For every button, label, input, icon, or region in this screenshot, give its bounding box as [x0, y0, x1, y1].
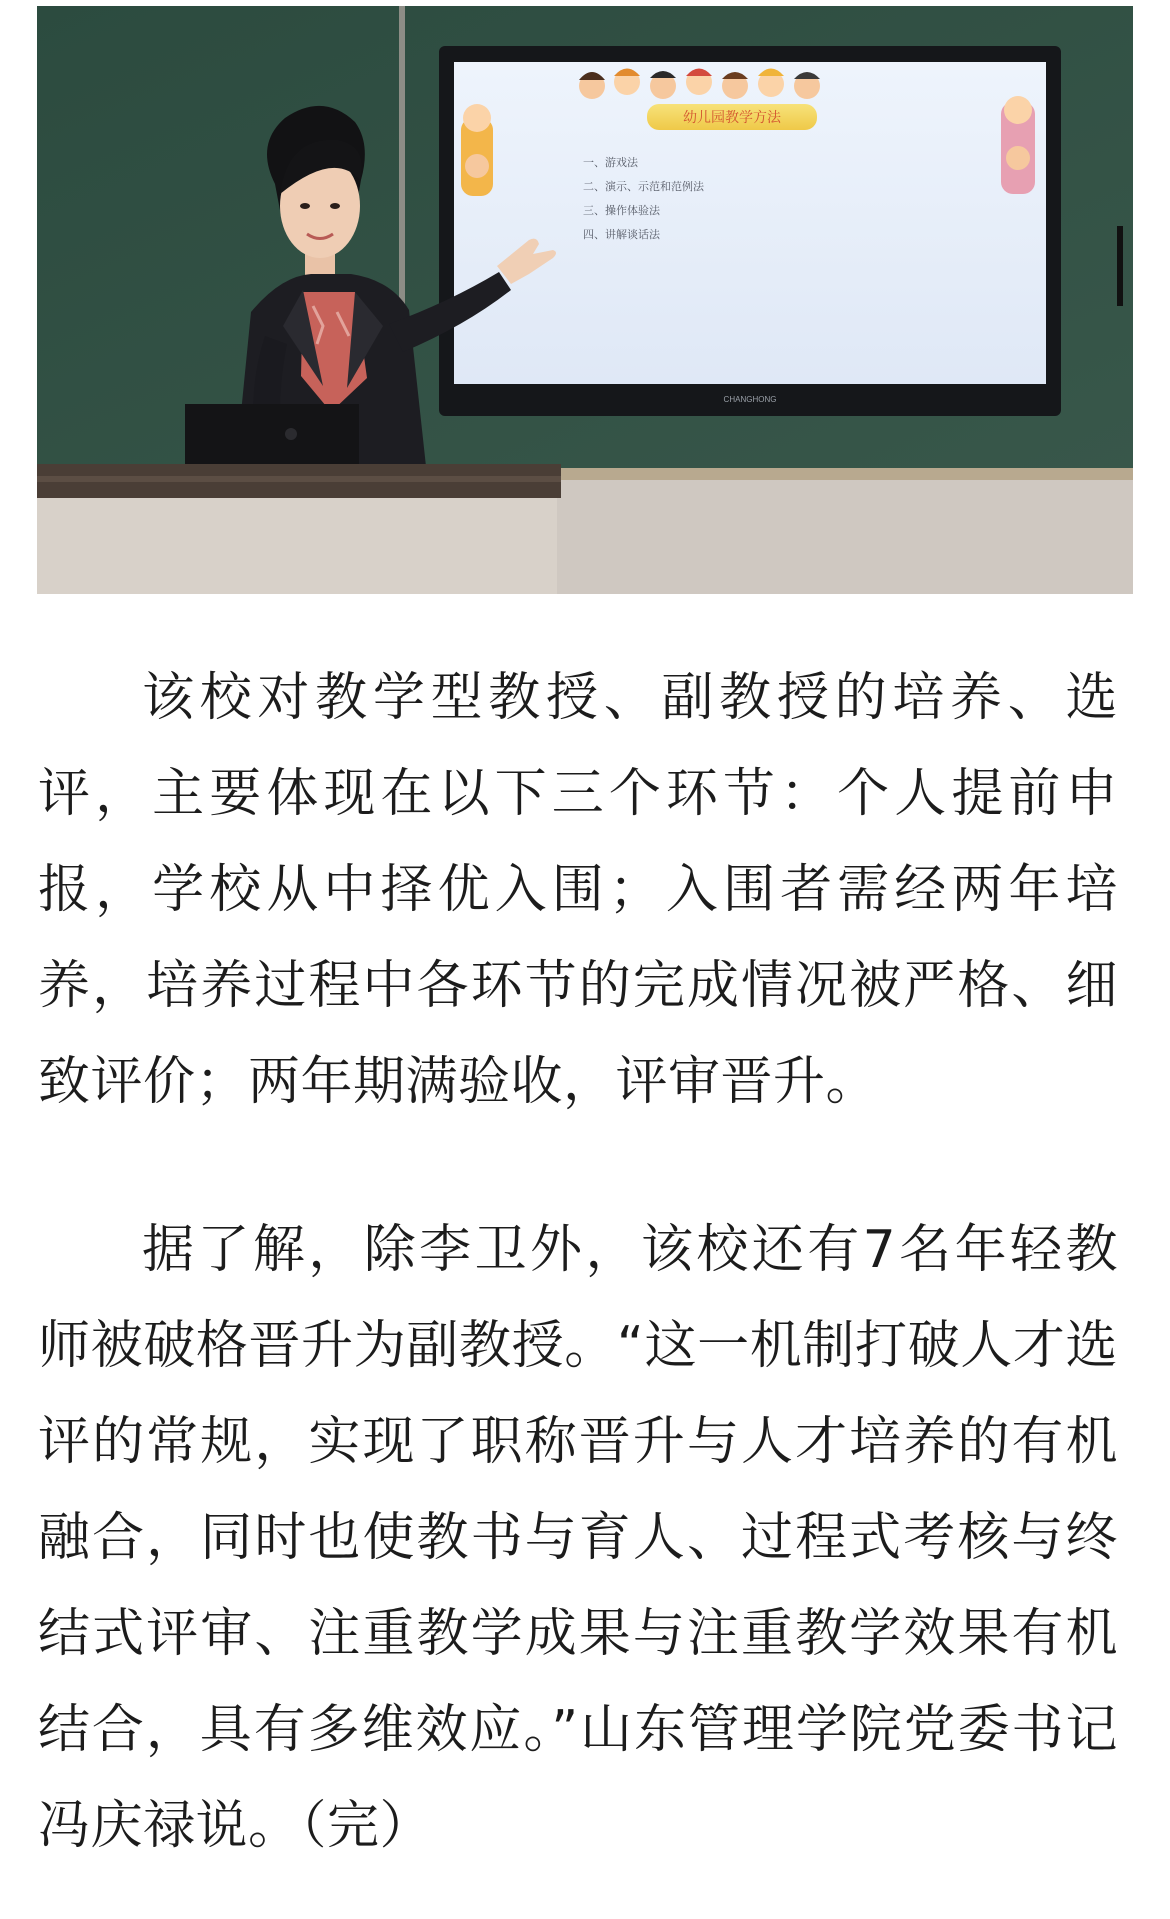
slide-item-3: 三、操作体验法 [583, 204, 660, 217]
article-body [38, 650, 1118, 1874]
tv-brand-label: CHANGHONG [723, 395, 777, 404]
classroom-photo [37, 6, 1133, 594]
article-paragraph-2: 据了解，除李卫外，该校还有7名年轻教师被破格晋升为副教授。“这一机制打破人才选评的常规，实现了职称晋升与人才培养的有机融合，同时也使教书与育人、过程式考核与终结式评审、注重教学成果与注重教学效果有机结合，具有多维效应。”山东管理学院党委书记冯庆禄说。（完） [38, 1220, 1118, 1856]
classroom-photo-illustration [37, 6, 1133, 594]
slide-title: 幼儿园教学方法 [683, 110, 781, 126]
article-paragraph-1: 该校对教学型教授、副教授的培养、选评，主要体现在以下三个环节：个人提前申报，学校从中择优入围；入围者需经两年培养，培养过程中各环节的完成情况被严格、细致评价；两年期满验收，评审晋升。 [38, 668, 1118, 1112]
podium-monitor [185, 404, 359, 472]
wall-shade [557, 480, 1133, 594]
slide-item-2: 二、演示、示范和范例法 [583, 180, 704, 193]
board-edge-bracket [1117, 226, 1123, 306]
slide-item-1: 一、游戏法 [583, 156, 638, 169]
slide-item-4: 四、讲解谈话法 [583, 228, 660, 241]
